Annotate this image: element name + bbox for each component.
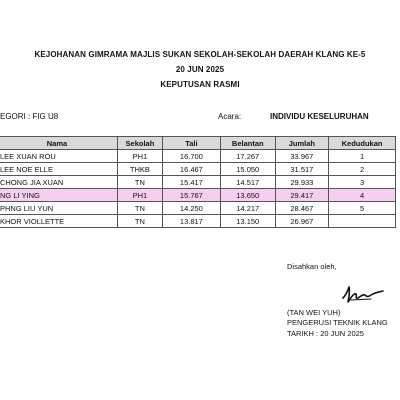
event-label: Acara:: [218, 112, 242, 121]
category-label: EGORI : FIG U8: [0, 112, 59, 121]
header-kedudukan: Kedudukan: [329, 137, 396, 150]
table-row: [0, 163, 396, 176]
approved-by-label: Disahkan oleh,: [287, 262, 337, 271]
table-row: [0, 150, 396, 163]
cell-jumlah: 28.467: [275, 202, 328, 215]
cell-nama: LEE NOE ELLE: [0, 163, 117, 176]
cell-belantan: 14.517: [220, 176, 275, 189]
cell-jumlah: 26.967: [275, 215, 328, 228]
result-type: KEPUTUSAN RASMI: [160, 80, 240, 89]
header-sekolah: Sekolah: [117, 137, 162, 150]
cell-kedudukan: 5: [329, 202, 396, 215]
table-row: [0, 176, 396, 189]
cell-sekolah: THKB: [117, 163, 162, 176]
cell-belantan: 13.650: [220, 189, 275, 202]
cell-sekolah: TN: [117, 215, 162, 228]
header-tali: Tali: [162, 137, 220, 150]
table-header-row: [0, 137, 396, 150]
cell-nama: KHOR VIOLLETTE: [0, 215, 117, 228]
cell-jumlah: 29.417: [275, 189, 328, 202]
cell-nama: PHNG LIU YUN: [0, 202, 117, 215]
cell-belantan: 13.150: [220, 215, 275, 228]
cell-sekolah: TN: [117, 176, 162, 189]
cell-kedudukan: [329, 215, 396, 228]
signoff-date: TARIKH : 20 JUN 2025: [287, 329, 364, 338]
cell-kedudukan: 3: [329, 176, 396, 189]
cell-kedudukan: 4: [329, 189, 396, 202]
table-row: [0, 202, 396, 215]
signature-icon: [341, 282, 385, 308]
cell-belantan: 14.217: [220, 202, 275, 215]
event-title: KEJOHANAN GIMRAMA MAJLIS SUKAN SEKOLAH-SEKOLAH DAERAH KLANG KE-5: [34, 50, 366, 59]
header-jumlah: Jumlah: [275, 137, 328, 150]
cell-jumlah: 31.517: [275, 163, 328, 176]
cell-tali: 14.250: [162, 202, 220, 215]
cell-kedudukan: 1: [329, 150, 396, 163]
cell-sekolah: TN: [117, 202, 162, 215]
official-title: PENGERUSI TEKNIK KLANG: [287, 318, 388, 327]
cell-tali: 16.467: [162, 163, 220, 176]
cell-jumlah: 29.933: [275, 176, 328, 189]
cell-belantan: 17.267: [220, 150, 275, 163]
cell-tali: 16.700: [162, 150, 220, 163]
cell-nama: NG LI YING: [0, 189, 117, 202]
cell-belantan: 15.050: [220, 163, 275, 176]
official-name: (TAN WEI YUH): [287, 308, 341, 317]
table-row: [0, 215, 396, 228]
cell-nama: LEE XUAN ROU: [0, 150, 117, 163]
document-header: [0, 50, 400, 95]
cell-jumlah: 33.967: [275, 150, 328, 163]
cell-kedudukan: 2: [329, 163, 396, 176]
cell-tali: 15.417: [162, 176, 220, 189]
cell-nama: CHONG JIA XUAN: [0, 176, 117, 189]
table-row-highlighted: [0, 189, 396, 202]
cell-tali: 13.817: [162, 215, 220, 228]
event-value: INDIVIDU KESELURUHAN: [270, 112, 369, 121]
cell-tali: 15.767: [162, 189, 220, 202]
cell-sekolah: PH1: [117, 189, 162, 202]
results-table: [0, 136, 396, 228]
header-belantan: Belantan: [220, 137, 275, 150]
header-nama: Nama: [0, 137, 117, 150]
cell-sekolah: PH1: [117, 150, 162, 163]
event-date: 20 JUN 2025: [175, 65, 225, 74]
